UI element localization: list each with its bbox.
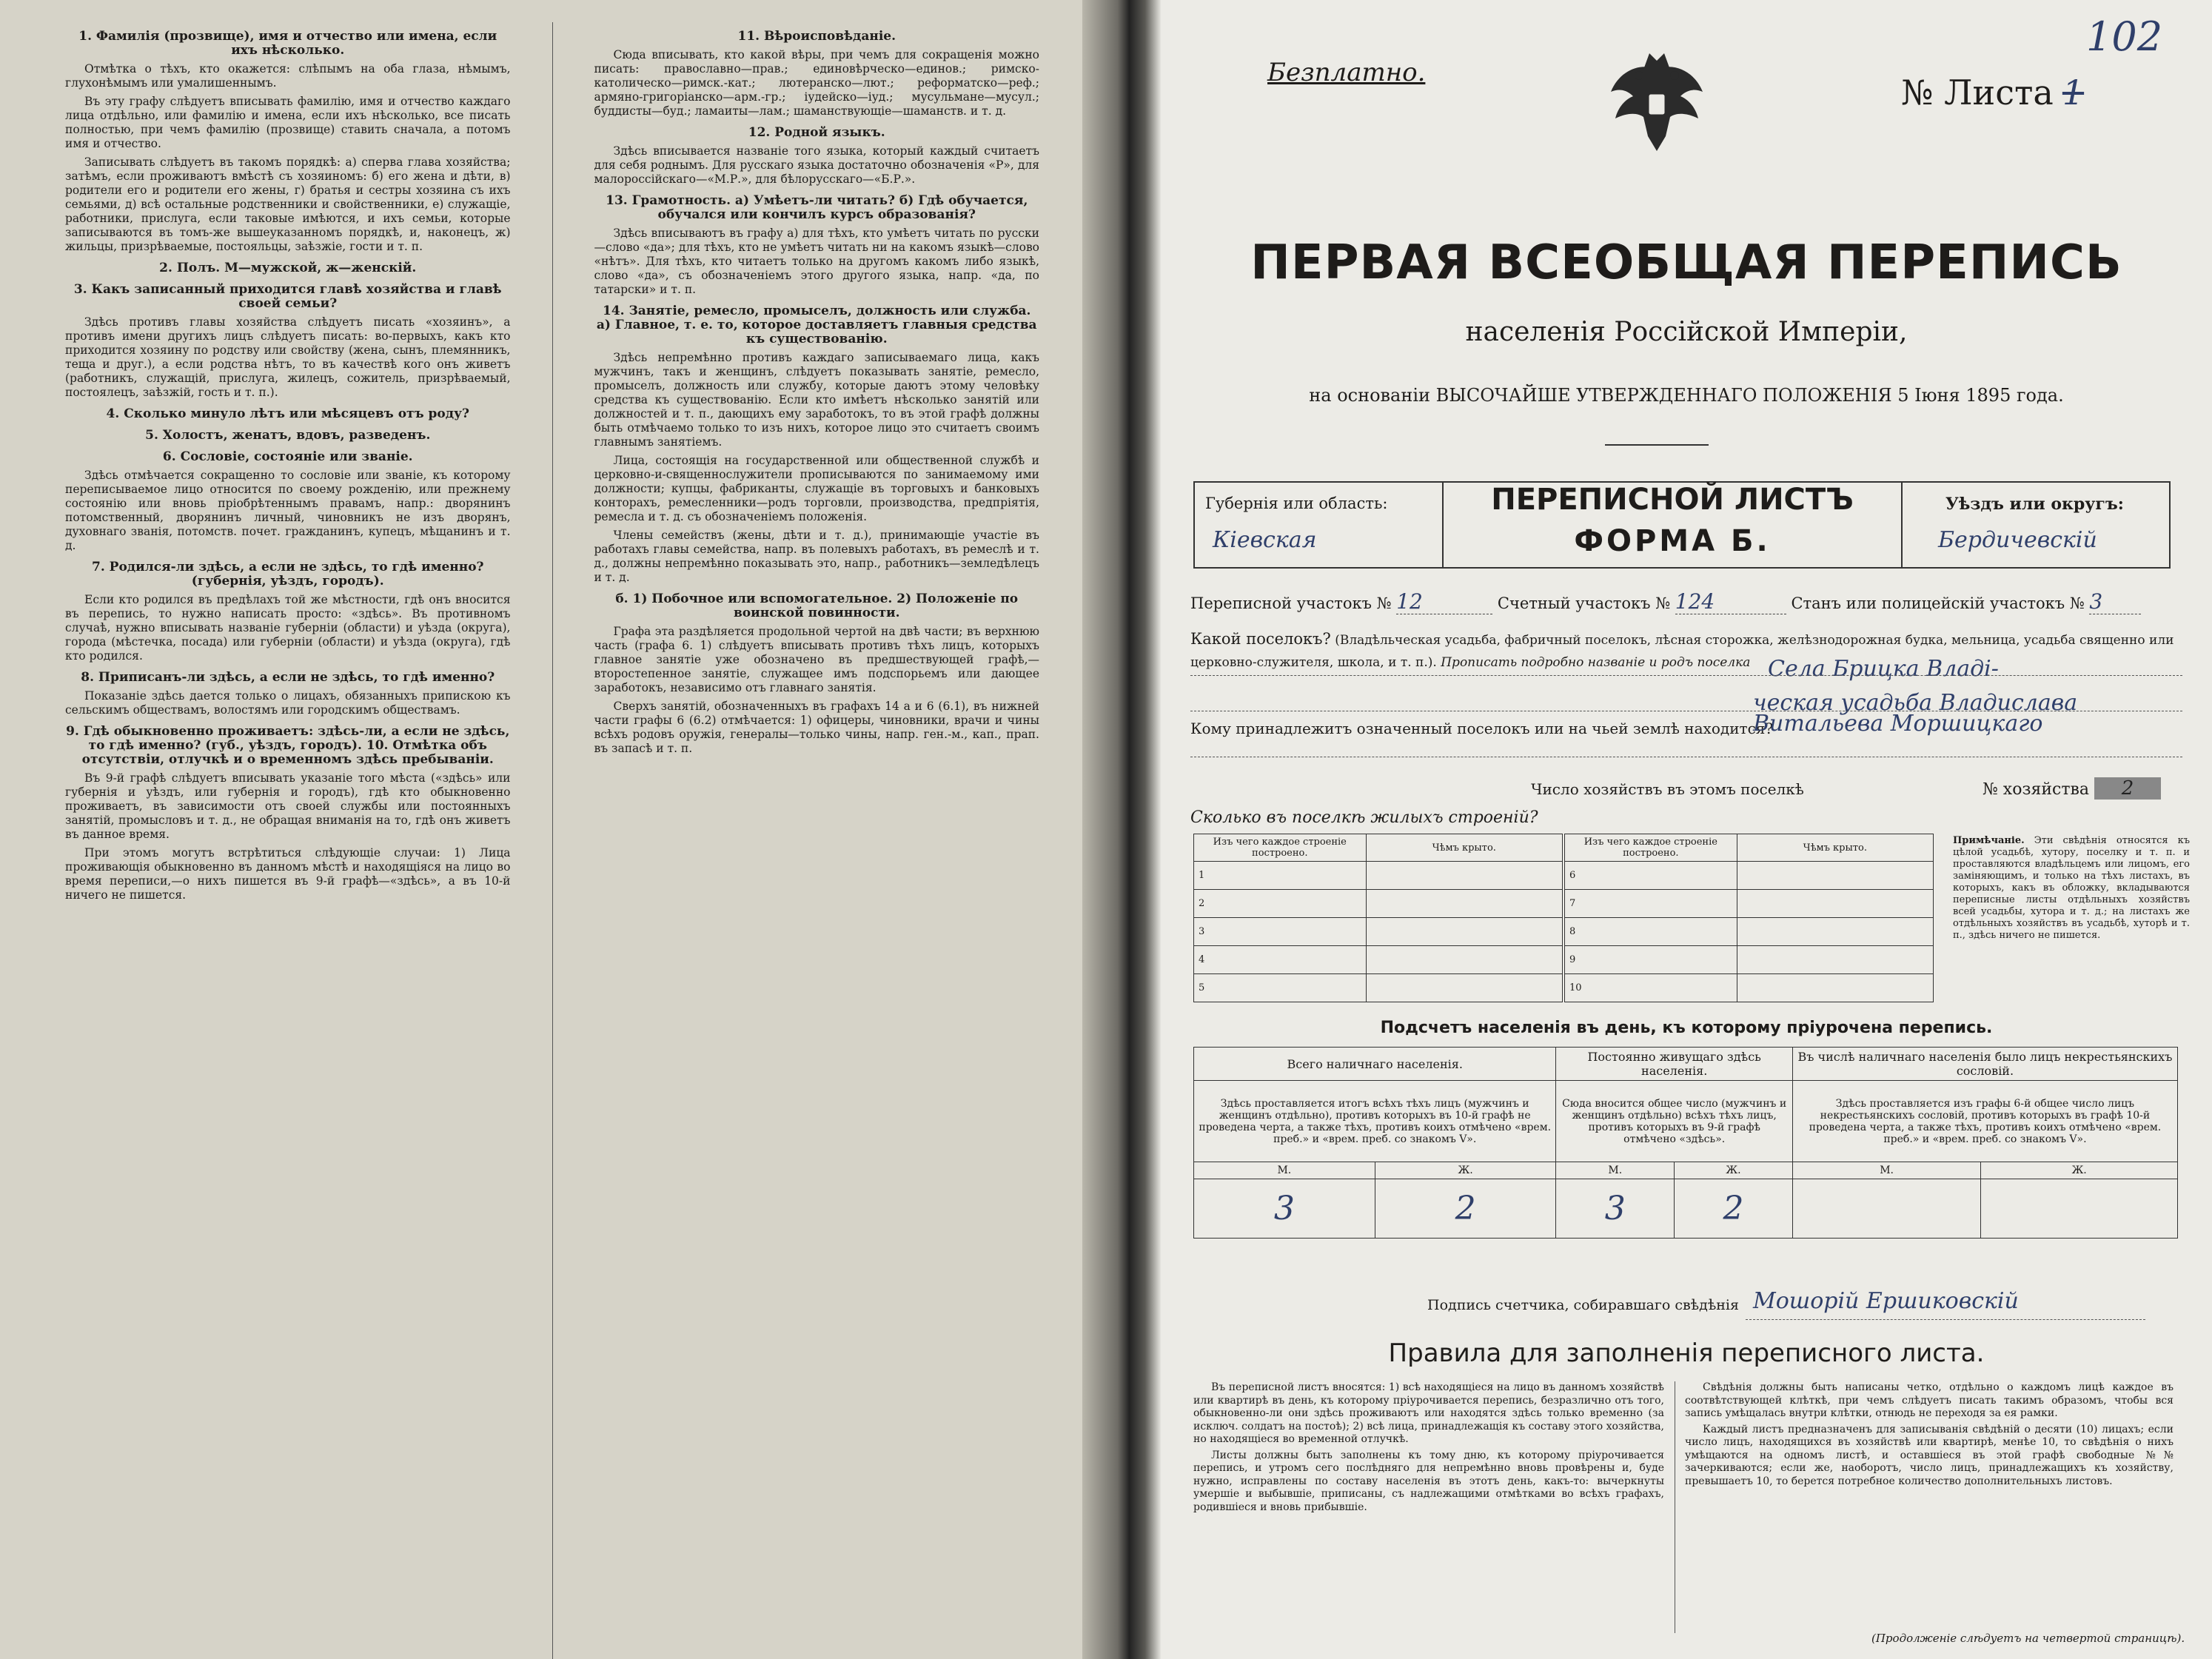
count-title: Подсчетъ населенія въ день, къ которому пріурочена перепись. [1380, 1019, 1993, 1037]
form-sheet-title: ПЕРЕПИСНОЙ ЛИСТЪ [1491, 483, 1854, 517]
buildings-note: Примѣчаніе. Эти свѣдѣнія относятся къ цѣлой усадьбѣ, хутору, поселку и т. п. и проставляются владѣльцемъ или лицомъ, его заміняющимъ, и только на тѣхъ листахъ, въ которыхъ, какъ въ обложку, вкладываются переписные листы отдѣльныхъ хозяйствъ всей усадьбы, хутора и т. д.; на листахъ же отдѣльныхъ хозяйствъ въ усадьбѣ, хуторѣ и т. п., здѣсь ничего не пишется. [1953, 835, 2190, 941]
uezd-value: Бердичевскій [1938, 527, 2097, 553]
count-present-m: 3 [1194, 1179, 1375, 1239]
building-cell [1366, 862, 1564, 890]
building-cell [1737, 946, 1933, 974]
building-cell [1366, 918, 1564, 946]
instruction-heading: 12. Родной языкъ. [748, 125, 885, 140]
count-header-nonpeasant: Въ числѣ наличнаго населенія было лицъ некрестьянскихъ сословій. [1792, 1048, 2177, 1081]
rules-column-1 [1193, 1381, 1664, 1648]
building-cell [1737, 974, 1933, 1002]
building-number: 3 [1194, 918, 1367, 946]
instruction-paragraph: Здѣсь противъ главы хозяйства слѣдуетъ писать «хозяинъ», а противъ имени другихъ лицъ слѣдуетъ писать: во-первыхъ, какъ кто приходится хозяину по родству или свойству (жена, сынъ, племянникъ, теща и друг.), а если родства нѣтъ, то въ качествѣ кого онъ живетъ (работникъ, служащій, прислуга, жилецъ, сожитель, призрѣваемый, постоялецъ, заѣзжій, гость и т. п.). [65, 315, 511, 399]
instructions-column-1 [65, 22, 511, 1659]
building-cell [1737, 918, 1933, 946]
rule-paragraph: Каждый листъ предназначенъ для записыванія свѣдѣній о десяти (10) лицахъ; если число лицъ, находящихся въ хозяйствѣ или квартирѣ, менѣе 10, то свѣдѣнія о нихъ умѣщаются на одномъ листѣ, и оставшіеся въ этой графѣ свободные №№ зачеркиваются; если же, наоборотъ, число лицъ, принадлежащихъ къ хозяйству, превышаетъ 10, то берется потребное количество дополнительныхъ листовъ. [1685, 1423, 2174, 1487]
uezd-label: Уѣздъ или округъ: [1945, 495, 2124, 514]
instruction-heading: 14. Занятіе, ремесло, промыселъ, должность или служба. а) Главное, т. е. то, которое доставляетъ главныя средства къ существованію. [596, 304, 1037, 346]
instruction-paragraph: Въ эту графу слѣдуетъ вписывать фамилію, имя и отчество каждаго лица отдѣльно, или фамилію и имена, если ихъ нѣсколько, все писать полностью, при чемъ фамилію (прозвище) ставить сначала, а потомъ имя и отчество. [65, 95, 511, 150]
instruction-heading: 2. Полъ. М—мужской, ж—женскій. [159, 261, 417, 275]
instruction-paragraph: Здѣсь вписывается названіе того языка, который каждый считаетъ для себя роднымъ. Для русскаго языка достаточно обозначенія «Р», для малороссійскаго—«М.Р.», для бѣлорусскаго—«Б.Р.». [594, 144, 1039, 186]
signature-line [1746, 1319, 2145, 1320]
census-title: ПЕРВАЯ ВСЕОБЩАЯ ПЕРЕПИСЬ [1250, 235, 2122, 290]
book-binding [1082, 0, 1161, 1659]
decree-line: на основаніи ВЫСОЧАЙШЕ УТВЕРЖДЕННАГО ПОЛОЖЕНІЯ 5 Іюня 1895 года. [1309, 385, 2064, 406]
count-nonpeasant-zh [1981, 1179, 2178, 1239]
instruction-paragraph: Сюда вписывать, кто какой вѣры, при чемъ для сокращенія можно писать: православно—прав.; единовѣрческо—единов.; римско-католическо—римск.-кат.; лютеранско—лют.; реформатско—реф.; армяно-григоріанско—арм.-гр.; іудейско—іуд.; мусульмане—мусул.; буддисты—буд.; ламаиты—лам.; шаманствующіе—шаманств. и т. д. [594, 48, 1039, 118]
buildings-table [1193, 834, 1934, 1002]
rule-paragraph: Въ переписной листъ вносятся: 1) всѣ находящіеся на лицо въ данномъ хозяйствѣ или квартирѣ въ день, къ которому пріурочивается перепись, безразлично отъ того, обыкновенно-ли они здѣсь проживаютъ или находятся здѣсь только временно (за исключ. солдатъ на постоѣ); 2) всѣ лица, принадлежащія къ составу этого хозяйства, но находящіеся во временной отлучкѣ. [1193, 1381, 1664, 1445]
rule-paragraph: Свѣдѣнія должны быть написаны четко, отдѣльно о каждомъ лицѣ каждое въ соотвѣтствующей клѣткѣ, при чемъ слѣдуетъ писать такимъ образомъ, чтобы вся запись умѣщалась внутри клѣтки, отнюдь не переходя за ея рамки. [1685, 1381, 2174, 1419]
instruction-heading: 1. Фамилія (прозвище), имя и отчество или имена, если ихъ нѣсколько. [78, 29, 497, 58]
buildings-row [1194, 890, 1934, 918]
buildings-row [1194, 862, 1934, 890]
buildings-row [1194, 974, 1934, 1002]
instruction-heading: 7. Родился-ли здѣсь, а если не здѣсь, то гдѣ именно? (губернія, уѣздъ, городъ). [92, 560, 484, 589]
owner-label: Кому принадлежитъ означенный поселокъ или на чьей землѣ находится? [1190, 720, 1774, 737]
count-header-present: Всего наличнаго населенія. [1194, 1048, 1556, 1081]
bt-header-material: Изъ чего каждое строеніе построено. [1194, 834, 1367, 862]
instruction-paragraph: Здѣсь отмѣчается сокращенно то сословіе или званіе, къ которому переписываемое лицо относится по своему рожденію, или прежнему состоянію или вновь пріобрѣтеннымъ правамъ, напр.: дворянинъ потомственный, дворянинъ личный, чиновникъ не изъ дворянъ, духовнаго званія, потомств. почет. гражданинъ, купецъ, мѣщанинъ и т. д. [65, 469, 511, 552]
owner-value: Витальева Моршицкаго [1753, 711, 2043, 737]
instruction-paragraph: Если кто родился въ предѣлахъ той же мѣстности, гдѣ онъ вносится въ перепись, то нужно написать просто: «здѣсь». Въ противномъ случаѣ, нужно вписывать названіе губерніи (области) и уѣзда (округа), города (мѣстечка, посада) или губерніи (области) и уѣзда (округа), гдѣ кто родился. [65, 593, 511, 663]
instruction-paragraph: Здѣсь вписываютъ въ графу а) для тѣхъ, кто умѣетъ читать по русски—слово «да»; для тѣхъ, кто не умѣетъ читать ни на какомъ языкѣ—слово «нѣтъ». Для тѣхъ, кто читаетъ только на другомъ какомъ либо языкѣ, слово «да», съ обозначеніемъ этого другого языка, напр. «да, по татарски» и т. п. [594, 227, 1039, 296]
imperial-eagle-emblem [1605, 47, 1709, 158]
instruction-heading: 11. Вѣроисповѣданіе. [737, 29, 896, 44]
building-number: 5 [1194, 974, 1367, 1002]
bt-header-material-2: Изъ чего каждое строеніе построено. [1564, 834, 1737, 862]
column-divider [552, 22, 553, 1659]
count-header-permanent: Постоянно живущаго здѣсь населенія. [1556, 1048, 1792, 1081]
building-cell [1737, 862, 1933, 890]
building-number: 7 [1564, 890, 1737, 918]
gubernia-value: Кіевская [1213, 527, 1317, 553]
zh-label: Ж. [1675, 1162, 1793, 1179]
bt-header-roof-2: Чѣмъ крыто. [1737, 834, 1933, 862]
instruction-heading: 3. Какъ записанный приходится главѣ хозяйства и главѣ своей семьи? [73, 282, 502, 311]
rules-title: Правила для заполненія переписного листа. [1388, 1338, 1985, 1368]
m-label: М. [1556, 1162, 1675, 1179]
building-number: 2 [1194, 890, 1367, 918]
building-number: 9 [1564, 946, 1737, 974]
count-permanent-zh: 2 [1675, 1179, 1793, 1239]
building-number: 1 [1194, 862, 1367, 890]
census-form-page [1161, 0, 2212, 1659]
count-desc-present: Здѣсь проставляется итогъ всѣхъ тѣхъ лицъ (мужчинъ и женщинъ отдѣльно), противъ которыхъ въ 10-й графѣ не проведена черта, а также тѣхъ, противъ коихъ отмѣчено «врем. преб.» и «врем. преб. со знакомъ V». [1194, 1081, 1556, 1162]
instruction-heading: 6. Сословіе, состояніе или званіе. [162, 449, 413, 464]
continuation-note: (Продолженіе слѣдуетъ на четвертой страницѣ). [1871, 1632, 2185, 1645]
building-number: 10 [1564, 974, 1737, 1002]
buildings-label: Сколько въ поселкѣ жилыхъ строеній? [1190, 808, 1538, 827]
household-no-value: 2 [2094, 777, 2161, 800]
instruction-paragraph: Записывать слѣдуетъ въ такомъ порядкѣ: а) сперва глава хозяйства; затѣмъ, если проживаютъ вмѣстѣ съ хозяиномъ: б) его жена и дѣти, в) родители его и родители его жены, г) братья и сестры хозяина съ ихъ семьями, д) всѣ остальные родственники и свойственники, е) служащіе, работники, прислуга, если таковые имѣются, и ихъ семьи, которые записываются въ томъ-же вышеуказанномъ порядкѣ, и, наконецъ, ж) жильцы, призрѣваемые, постояльцы, заѣзжіе, гости и т. п. [65, 155, 511, 253]
header-divider-right [1901, 481, 1903, 569]
settlement-value-1: Села Брицка Владі- [1768, 656, 1999, 682]
buildings-row [1194, 918, 1934, 946]
settlement-value-2: ческая усадьба Владислава [1753, 690, 2078, 716]
building-cell [1366, 890, 1564, 918]
count-desc-nonpeasant: Здѣсь проставляется изъ графы 6-й общее число лицъ некрестьянскихъ сословій, противъ которыхъ въ графѣ 10-й проведена черта, а также тѣхъ, противъ коихъ отмѣчено «врем. преб.» и «врем. преб. со знакомъ V». [1792, 1081, 2177, 1162]
instruction-paragraph: При этомъ могутъ встрѣтиться слѣдующіе случаи: 1) Лица проживающія обыкновенно въ данномъ мѣстѣ и находящіяся на лицо во время переписи,—о нихъ пишется въ 9-й графѣ—«здѣсь», а въ 10-й ничего не пишется. [65, 846, 511, 902]
bt-header-roof: Чѣмъ крыто. [1366, 834, 1564, 862]
instruction-paragraph: Члены семействъ (жены, дѣти и т. д.), принимающіе участіе въ работахъ главы семейства, напр. въ полевыхъ работахъ, въ ремеслѣ и т. д., должны непремѣнно показывать это, напр., работникъ—земледѣлецъ и т. д. [594, 529, 1039, 584]
sheet-number-label: № Листа 1 [1901, 73, 2085, 113]
precinct-value: 12 [1396, 589, 1492, 614]
signature-label: Подпись счетчика, собиравшаго свѣдѣнія [1427, 1297, 1739, 1313]
instruction-heading: 8. Приписанъ-ли здѣсь, а если не здѣсь, то гдѣ именно? [81, 670, 495, 685]
instruction-heading: 4. Сколько минуло лѣтъ или мѣсяцевъ отъ роду? [106, 406, 469, 421]
count-desc-permanent: Сюда вносится общее число (мужчинъ и женщинъ отдѣльно) всѣхъ тѣхъ лицъ, противъ которыхъ въ 9-й графѣ отмѣчено «здѣсь». [1556, 1081, 1792, 1162]
building-cell [1737, 890, 1933, 918]
instructions-column-2 [594, 22, 1040, 1659]
zh-label: Ж. [1375, 1162, 1556, 1179]
census-subtitle: населенія Россійской Имперіи, [1465, 317, 1908, 347]
instruction-heading: 9. Гдѣ обыкновенно проживаетъ: здѣсь-ли, а если не здѣсь, то гдѣ именно? (губ., уѣздъ, городъ). 10. Отмѣтка объ отсутствіи, отлучкѣ и о временномъ здѣсь пребываніи. [66, 724, 510, 767]
instruction-paragraph: Въ 9-й графѣ слѣдуетъ вписывать указаніе того мѣста («здѣсь» или губернія и уѣздъ, или губернія и городъ), гдѣ кто обыкновенно проживаетъ, въ зависимости отъ своей службы или постоянныхъ занятій, промысловъ и т. д., не обращая вниманія на то, гдѣ онъ живетъ въ данное время. [65, 771, 511, 841]
instruction-paragraph: Лица, состоящія на государственной или общественной службѣ и церковно-и-священнослужители прописываются по занимаемому ими должности; купцы, фабриканты, служащіе въ торговыхъ и банковыхъ конторахъ, ремесленники—родъ торговли, производства, предпріятія, ремесла и т. д. съ обозначеніемъ положенія. [594, 454, 1039, 523]
title-divider [1605, 444, 1709, 446]
building-number: 4 [1194, 946, 1367, 974]
free-label: Безплатно. [1267, 58, 1426, 87]
building-number: 8 [1564, 918, 1737, 946]
building-cell [1366, 946, 1564, 974]
instruction-heading: 13. Грамотность. а) Умѣетъ-ли читать? б) Гдѣ обучается, обучался или кончилъ курсъ образованія? [606, 193, 1028, 222]
signature-value: Мошорій Ершиковскій [1753, 1288, 2019, 1314]
stan-value: 3 [2089, 589, 2141, 614]
m-label: М. [1194, 1162, 1375, 1179]
population-count-table [1193, 1047, 2178, 1239]
instruction-paragraph: Здѣсь непремѣнно противъ каждаго записываемаго лица, какъ мужчинъ, такъ и женщинъ, слѣдуетъ показывать занятіе, ремесло, промыселъ, должность или службу, которые даютъ этому человѣку средства къ существованію. Если кто имѣетъ нѣсколько занятій или должностей и т. п., дающихъ ему заработокъ, то въ этой графѣ должны быть отмѣчаемо только то изъ нихъ, которое лицо это считаетъ своимъ главнымъ занятіемъ. [594, 351, 1039, 449]
settlement-type: Какой поселокъ? (Владѣльческая усадьба, фабричный поселокъ, лѣсная сторожка, желѣзнодорожная будка, мельница, усадьба священно или церковно-служителя, школа, и т. п.). Прописать подробно названіе и родъ поселка [1190, 630, 2174, 670]
count-permanent-m: 3 [1556, 1179, 1675, 1239]
count-present-zh: 2 [1375, 1179, 1556, 1239]
household-no-label: № хозяйства 2 [1983, 777, 2161, 800]
count-nonpeasant-m [1792, 1179, 1980, 1239]
rules-column-2 [1685, 1381, 2174, 1626]
instruction-heading: 5. Холостъ, женатъ, вдовъ, разведенъ. [145, 428, 431, 443]
households-label: Число хозяйствъ въ этомъ поселкѣ [1531, 780, 1804, 798]
instruction-paragraph: Сверхъ занятій, обозначенныхъ въ графахъ 14 а и 6 (6.1), въ нижней части графы 6 (6.2) отмѣчается: 1) офицеры, чиновники, врачи и чины всѣхъ родовъ оружія, генералы—только чины, напр. ген.-м., кап., прап. въ запасѣ и т. п. [594, 700, 1039, 755]
instruction-paragraph: Графа эта раздѣляется продольной чертой на двѣ части; въ верхнюю часть (графа 6. 1) слѣдуетъ вписывать противъ тѣхъ лицъ, которыхъ главное занятіе уже обозначено въ предшествующей графѣ,—второстепенное занятіе, служащее имъ подспорьемъ или дающее заработокъ, независимо отъ главнаго занятія. [594, 625, 1039, 694]
building-number: 6 [1564, 862, 1737, 890]
corner-page-number: 102 [2086, 13, 2163, 60]
left-page [0, 0, 1082, 1659]
zh-label: Ж. [1981, 1162, 2178, 1179]
instruction-paragraph: Отмѣтка о тѣхъ, кто окажется: слѣпымъ на оба глаза, нѣмымъ, глухонѣмымъ или умалишеннымъ. [65, 62, 511, 90]
precinct-line: Переписной участокъ № 12 Счетный участокъ № 124 Станъ или полицейскій участокъ № 3 [1190, 589, 2141, 614]
count-precinct-value: 124 [1675, 589, 1786, 614]
settlement-line-1 [1190, 675, 2182, 676]
rule-paragraph: Листы должны быть заполнены къ тому дню, къ которому пріурочивается перепись, и утромъ сего послѣдняго для непремѣнно вновь провѣрены и, буде нужно, исправлены по составу населенія въ этотъ день, какъ-то: вычеркнуты умершіе и выбывшіе, приписаны, съ надлежащими отмѣтками во всѣхъ графахъ, родившіеся и вновь прибывшіе. [1193, 1449, 1664, 1513]
m-label: М. [1792, 1162, 1980, 1179]
building-cell [1366, 974, 1564, 1002]
form-type: ФОРМА Б. [1574, 524, 1771, 558]
buildings-row [1194, 946, 1934, 974]
instruction-heading: б. 1) Побочное или вспомогательное. 2) Положеніе по воинской повинности. [615, 591, 1019, 620]
instruction-paragraph: Показаніе здѣсь дается только о лицахъ, обязанныхъ припискою къ сельскимъ обществамъ, волостямъ или городскимъ обществамъ. [65, 689, 511, 717]
gubernia-label: Губернія или область: [1205, 495, 1388, 512]
